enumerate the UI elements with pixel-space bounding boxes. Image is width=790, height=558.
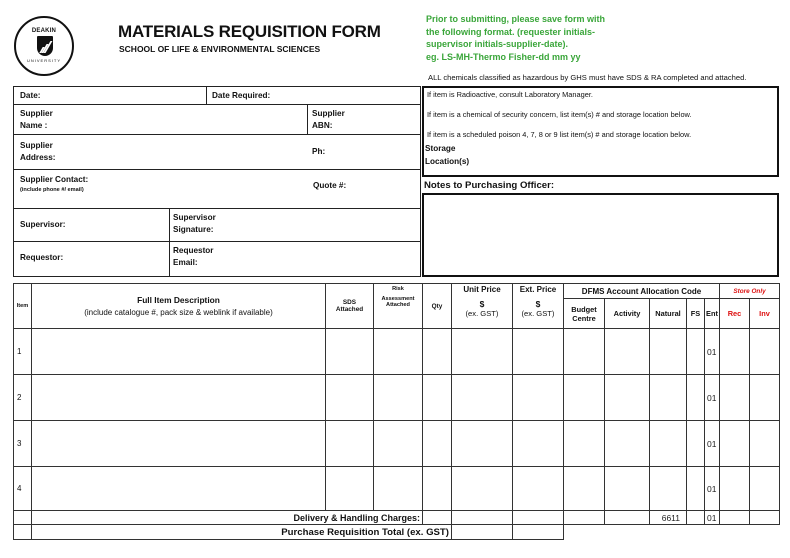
budget-centre-cell[interactable] [564,421,605,467]
delivery-natural-cell[interactable]: 6611 [650,511,687,525]
ent-cell[interactable]: 01 [705,467,720,511]
form-title: MATERIALS REQUISITION FORM [118,22,381,41]
total-row [14,525,780,540]
divider [206,87,207,104]
label-line: Signature: [173,225,214,234]
security-concern-note: If item is a chemical of security concern, list item(s) # and storage location below. [427,110,692,119]
ext-price-cell[interactable] [513,467,564,511]
label-line: SDS [342,299,357,306]
notes-to-purchasing-officer-field[interactable] [422,193,779,277]
header-item: Item [14,284,32,329]
requisition-info-block [13,86,421,277]
header-store-only: Store Only [720,284,780,299]
label-line: Supplier [20,141,53,150]
label-line: Centre [572,313,596,323]
label-line: Requestor [173,246,214,255]
natural-cell[interactable] [650,421,687,467]
unit-price-cell[interactable] [452,467,513,511]
label-line: Supplier [20,109,53,118]
risk-cell[interactable] [374,421,423,467]
label-line: (ex. GST) [521,309,555,318]
items-table [13,283,780,540]
delivery-ent-cell[interactable]: 01 [705,511,720,525]
fs-cell[interactable] [687,467,705,511]
requestor-email-label [173,245,214,269]
description-cell[interactable] [32,467,326,511]
item-number: 1 [14,329,32,375]
header-description [32,284,326,329]
delivery-fs-cell[interactable] [687,511,705,525]
supervisor-label: Supervisor: [20,220,66,229]
header-fs: FS [687,299,705,329]
delivery-activity-cell[interactable] [605,511,650,525]
label-line: $ [535,299,541,309]
rec-cell[interactable] [720,329,750,375]
table-row [14,467,780,511]
fs-cell[interactable] [687,421,705,467]
requestor-label: Requestor: [20,253,64,262]
label-line: Name : [20,121,48,130]
delivery-unit-price-cell[interactable] [452,511,513,525]
header-activity: Activity [605,299,650,329]
header-rec: Rec [720,299,750,329]
delivery-row [14,511,780,525]
label-line: ABN: [312,121,333,130]
label-line: Ext. Price [519,285,557,294]
radioactive-note: If item is Radioactive, consult Laboratory Manager. [427,90,593,99]
budget-centre-cell[interactable] [564,375,605,421]
unit-price-cell[interactable] [452,375,513,421]
budget-centre-cell[interactable] [564,329,605,375]
school-subtitle: SCHOOL OF LIFE & ENVIRONMENTAL SCIENCES [119,44,321,54]
inv-cell[interactable] [750,375,780,421]
ent-cell[interactable]: 01 [705,375,720,421]
description-hint: (include catalogue #, pack size & weblink if available) [84,308,273,317]
save-note-line: Prior to submitting, please save form with [426,14,606,24]
header-inv: Inv [750,299,780,329]
label-line: Location(s) [425,157,470,166]
risk-cell[interactable] [374,375,423,421]
fs-cell[interactable] [687,375,705,421]
unit-price-cell[interactable] [452,421,513,467]
date-label: Date: [20,91,41,100]
label-line: Supplier [312,109,345,118]
save-note-line: the following format. (requester initials- [426,26,596,37]
empty-cell [14,525,32,540]
total-ext-price-cell[interactable] [513,525,564,540]
description-cell[interactable] [32,329,326,375]
label-line: Email: [173,258,198,267]
activity-cell[interactable] [605,421,650,467]
ghs-hazard-note: ALL chemicals classified as hazardous by GHS must have SDS & RA completed and attached. [428,73,747,82]
budget-centre-cell[interactable] [564,467,605,511]
label-line: Supervisor [173,213,216,222]
label-line: (ex. GST) [465,309,499,318]
qty-cell[interactable] [423,421,452,467]
label-line: Budget [571,304,597,314]
supplier-name-label [20,108,53,132]
logo-university-text: UNIVERSITY [26,58,61,63]
sds-cell[interactable] [326,421,374,467]
natural-cell[interactable] [650,375,687,421]
item-number: 2 [14,375,32,421]
header-dfms-code: DFMS Account Allocation Code [564,284,720,299]
inv-cell[interactable] [750,329,780,375]
label-line: Risk [392,286,404,292]
label-line: Unit Price [463,285,501,294]
divider [307,105,308,134]
inv-cell[interactable] [750,421,780,467]
delivery-inv-cell[interactable] [750,511,780,525]
label-line: Address: [20,153,56,162]
table-row [14,421,780,467]
label-line: Attached [335,306,364,313]
ext-price-cell[interactable] [513,375,564,421]
description-title: Full Item Description [137,295,220,305]
qty-cell[interactable] [423,329,452,375]
rec-cell[interactable] [720,375,750,421]
logo-wordmark: DEAKIN [31,28,57,34]
supervisor-signature-label [173,212,216,236]
header-risk-assessment [374,284,423,329]
rec-cell[interactable] [720,421,750,467]
ext-price-cell[interactable] [513,329,564,375]
supplier-address-label [20,140,56,164]
header-qty: Qty [423,284,452,329]
date-row [14,87,420,105]
delivery-ext-price-cell[interactable] [513,511,564,525]
blank-area [564,525,780,540]
qty-cell[interactable] [423,375,452,421]
label-line: Storage [425,144,456,153]
supplier-abn-label [312,108,345,132]
header-unit-price [452,284,513,329]
natural-cell[interactable] [650,329,687,375]
item-number: 4 [14,467,32,511]
delivery-rec-cell[interactable] [720,511,750,525]
label-line: Attached [386,302,410,308]
natural-cell[interactable] [650,467,687,511]
ext-price-cell[interactable] [513,421,564,467]
supplier-contact-hint: (include phone #/ email) [20,187,84,193]
label-line: $ [479,299,485,309]
save-format-note [426,13,626,63]
risk-cell[interactable] [374,467,423,511]
inv-cell[interactable] [750,467,780,511]
supplier-address-row [14,135,420,170]
deakin-university-logo [14,16,74,76]
activity-cell[interactable] [605,467,650,511]
description-cell[interactable] [32,375,326,421]
scheduled-poison-note: If item is a scheduled poison 4, 7, 8 or 9 list item(s) # and storage location below. [427,130,692,139]
save-note-line: eg. LS-MH-Thermo Fisher-dd mm yy [426,51,581,62]
divider [169,209,170,241]
table-row [14,329,780,375]
supervisor-row [14,209,420,242]
ent-cell[interactable]: 01 [705,329,720,375]
notes-label: Notes to Purchasing Officer: [424,180,555,191]
sds-cell[interactable] [326,467,374,511]
supplier-name-row [14,105,420,135]
delivery-budget-cell[interactable] [564,511,605,525]
phone-label: Ph: [312,147,326,156]
empty-cell [14,511,32,525]
activity-cell[interactable] [605,329,650,375]
date-required-label: Date Required: [212,91,271,100]
table-row [14,375,780,421]
label-line: Supplier Contact: [20,175,89,184]
label-line: Assessment [381,296,415,302]
ent-cell[interactable]: 01 [705,421,720,467]
risk-cell[interactable] [374,329,423,375]
total-unit-cell[interactable] [452,525,513,540]
delivery-label: Delivery & Handling Charges: [32,511,423,525]
supplier-contact-label [20,174,88,195]
qty-cell[interactable] [423,467,452,511]
description-cell[interactable] [32,421,326,467]
sds-cell[interactable] [326,329,374,375]
delivery-qty-cell[interactable] [423,511,452,525]
quote-label: Quote #: [313,181,347,190]
storage-location-label [425,142,469,168]
header-sds [326,284,374,329]
fs-cell[interactable] [687,329,705,375]
header-budget-centre [564,299,605,329]
activity-cell[interactable] [605,375,650,421]
header-ent: Ent [705,299,720,329]
requestor-row [14,242,420,277]
header-ext-price [513,284,564,329]
rec-cell[interactable] [720,467,750,511]
supplier-contact-row [14,170,420,209]
item-number: 3 [14,421,32,467]
divider [169,242,170,277]
unit-price-cell[interactable] [452,329,513,375]
header-natural: Natural [650,299,687,329]
shield-icon [37,36,53,56]
total-label: Purchase Requisition Total (ex. GST) [32,525,452,540]
save-note-line: supervisor initials-supplier-date). [426,39,569,49]
hazard-instructions-box[interactable] [422,86,779,177]
sds-cell[interactable] [326,375,374,421]
